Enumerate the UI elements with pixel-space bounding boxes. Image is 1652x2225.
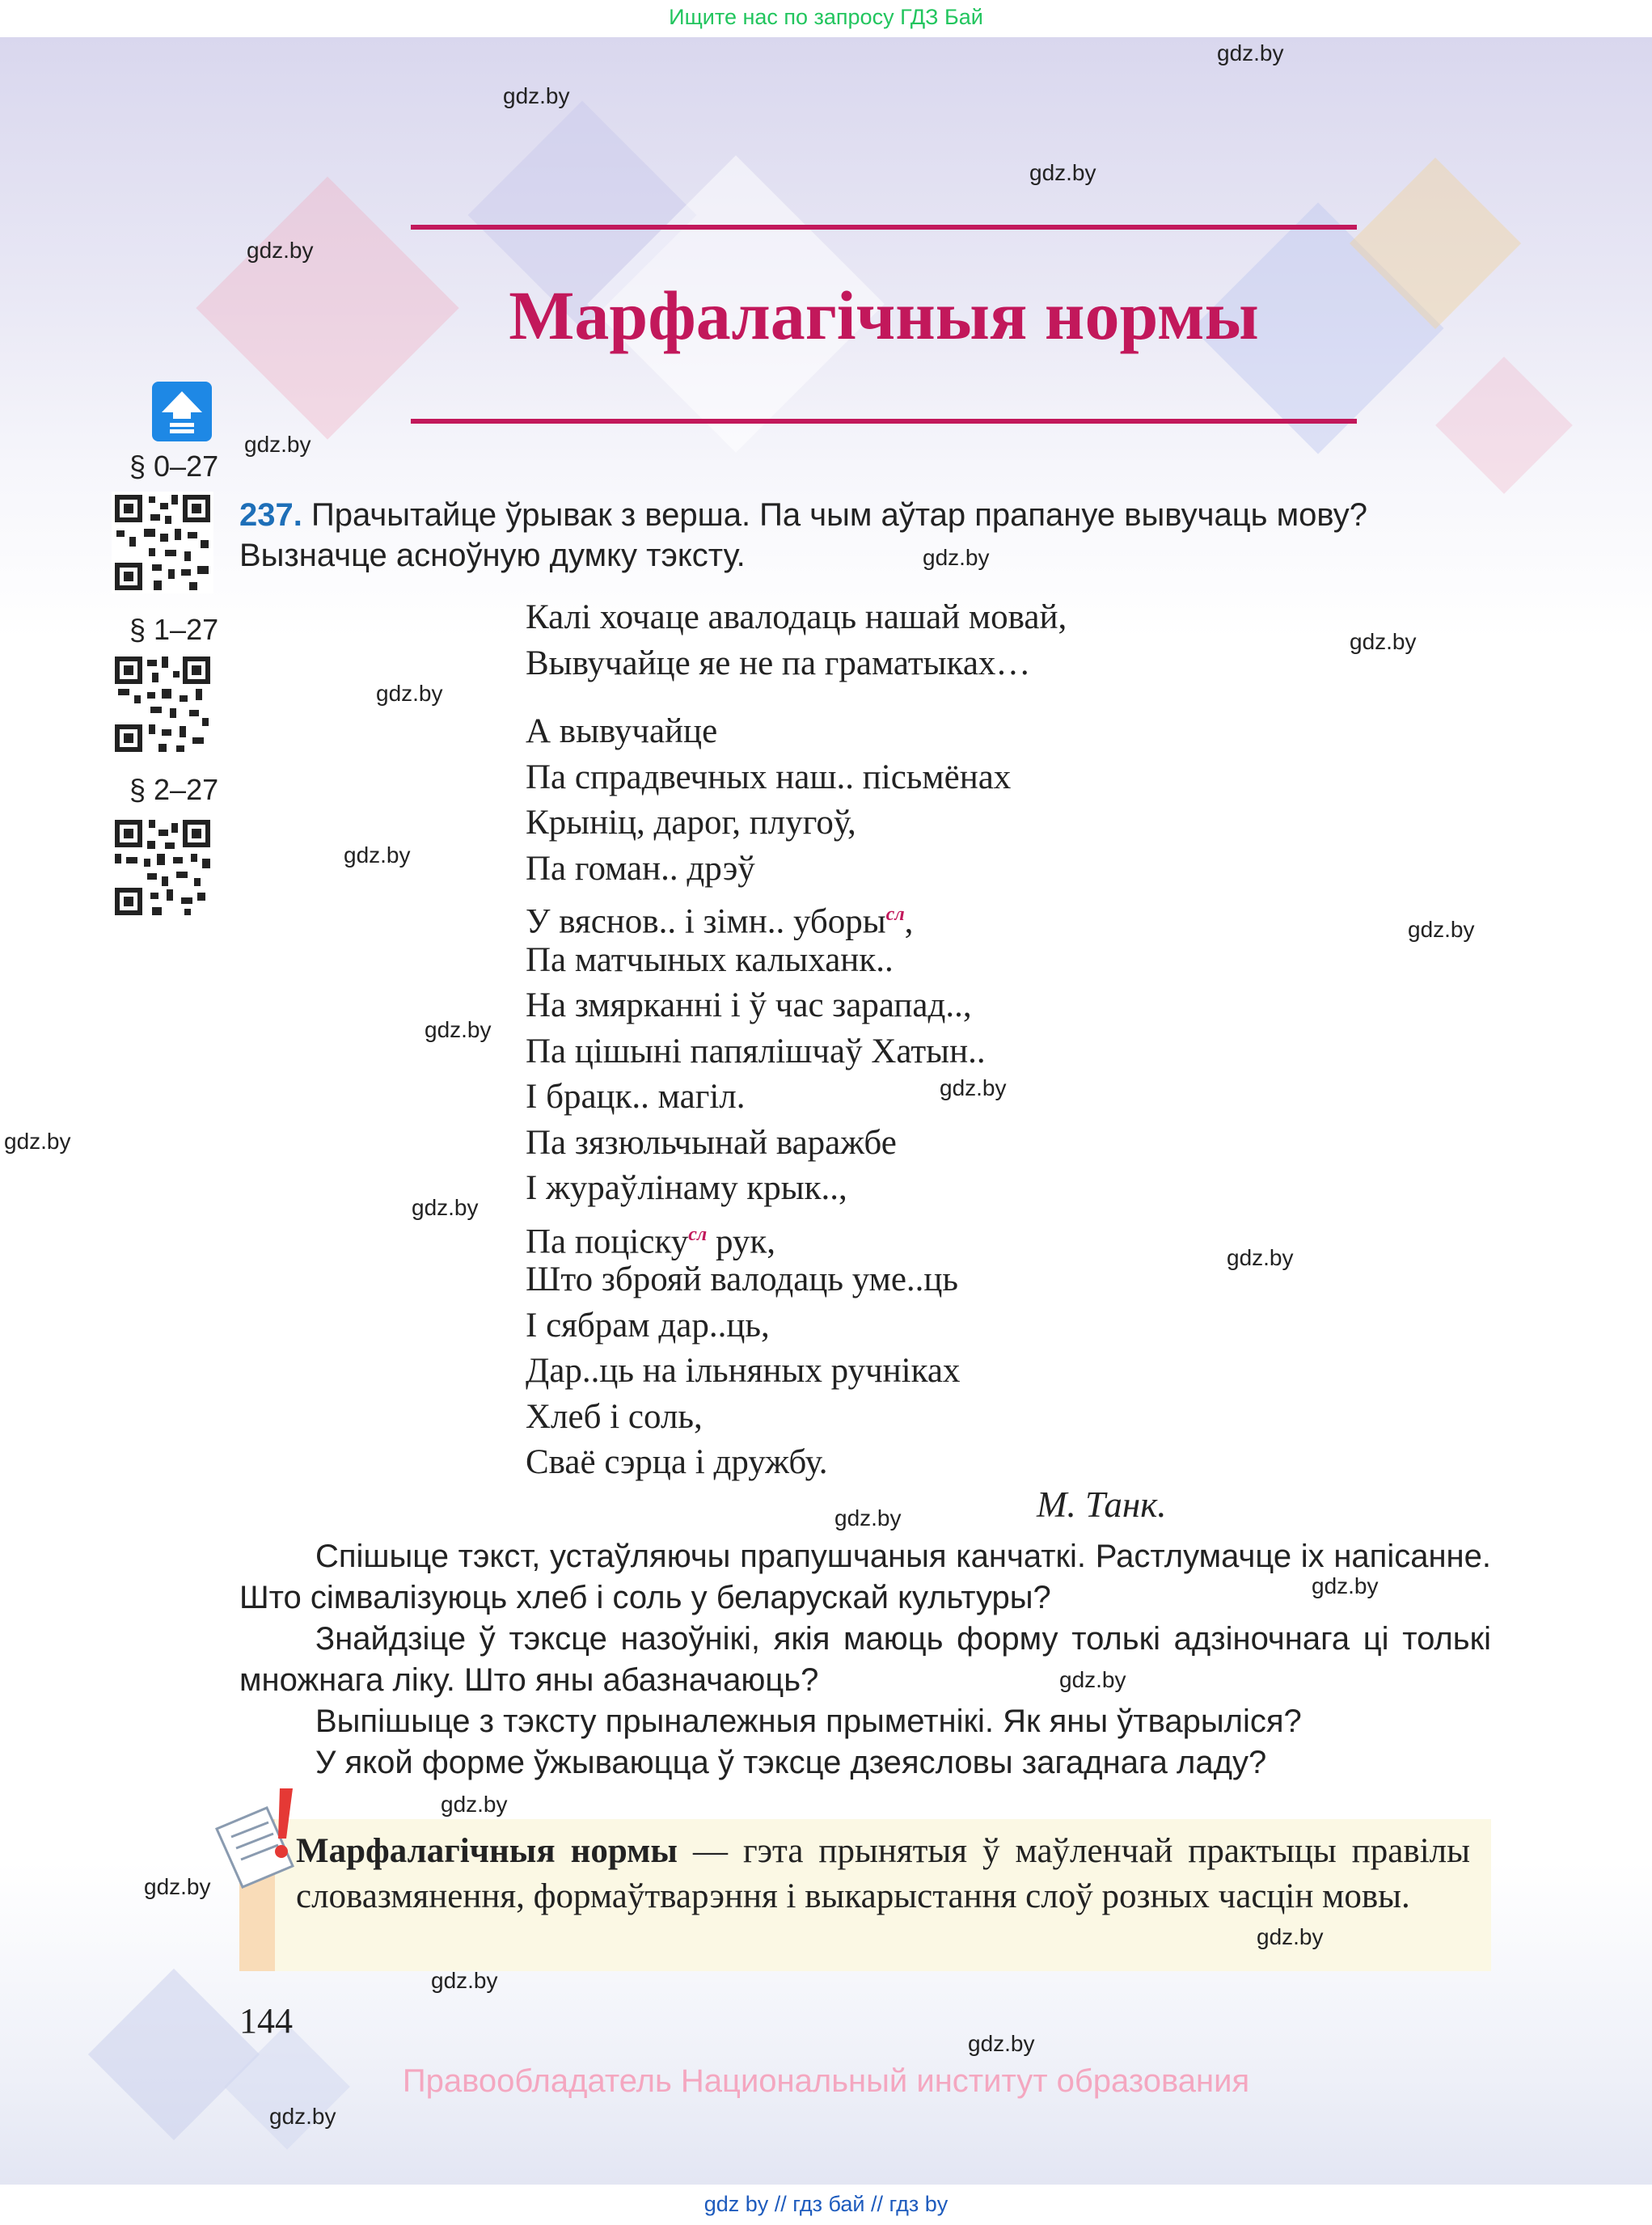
watermark: gdz.by	[1059, 1667, 1126, 1692]
poem-line: Калі хочаце авалодаць нашай мовай,	[526, 598, 1067, 636]
watermark: gdz.by	[1217, 40, 1284, 65]
question: Спішыце тэкст, устаўляючы прапушчаныя канчаткі. Растлумачце іх напісанне. Што сімвалізуюць хлеб і соль у беларускай культуры?	[239, 1539, 1491, 1615]
paragraph-ref-label: § 0–27	[129, 450, 219, 483]
poem-line: І жураўлінаму крык..,	[526, 1169, 847, 1207]
poem-line: І брацк.. магіл.	[526, 1078, 746, 1116]
page-number: 144	[239, 2001, 293, 2041]
watermark: gdz.by	[1029, 160, 1096, 185]
footer-links[interactable]: gdz by // гдз бай // гдз by	[0, 2185, 1652, 2225]
paragraph-ref-label: § 1–27	[129, 613, 219, 646]
watermark: gdz.by	[923, 545, 990, 570]
paragraph-ref-label: § 2–27	[129, 773, 219, 806]
watermark: gdz.by	[247, 238, 314, 263]
title-rule-top	[411, 225, 1357, 230]
poem-line: Па зязюльчынай варажбе	[526, 1123, 897, 1162]
poem-line: На змярканні і ў час зарапад..,	[526, 986, 972, 1024]
poem-line: Крыніц, дарог, плугоў,	[526, 804, 856, 842]
watermark: gdz.by	[834, 1505, 902, 1530]
top-promo-bar: Ищите нас по запросу ГДЗ Бай	[669, 5, 983, 29]
rule-text	[296, 1829, 1470, 1919]
poem-line	[526, 892, 1067, 941]
ornament-diamond	[88, 1969, 260, 2140]
qr-code-icon[interactable]	[112, 817, 213, 918]
poem-line: А вывучайце	[526, 712, 718, 750]
qr-code-icon[interactable]	[112, 492, 213, 593]
exercise-questions	[239, 1536, 1491, 1784]
watermark: gdz.by	[244, 432, 311, 457]
copyright-notice: Правообладатель Национальный институт образования	[402, 2063, 1250, 2099]
poem-line: Вывучайце яе не па граматыках…	[526, 644, 1031, 682]
watermark: gdz.by	[503, 83, 570, 108]
rule-term: Марфалагічныя нормы	[296, 1832, 678, 1870]
question: Знайдзіце ў тэксце назоўнікі, якія маюць форму толькі адзіночнага ці толькі множнага ліку. Што яны абазначаюць?	[239, 1621, 1491, 1698]
watermark: gdz.by	[425, 1017, 492, 1042]
watermark: gdz.by	[441, 1792, 508, 1817]
rule-definition: — гэта прынятыя ў маўленчай практыцы правілы словазмянення, формаўтварэння і выкарыстання слоў розных часцін мовы.	[296, 1832, 1470, 1915]
arrow-up-icon[interactable]	[152, 382, 212, 441]
poem-line: Дар..ць на ільняных ручніках	[526, 1352, 961, 1390]
watermark: gdz.by	[968, 2031, 1035, 2056]
watermark: gdz.by	[412, 1195, 479, 1220]
watermark: gdz.by	[4, 1129, 71, 1154]
watermark: gdz.by	[1312, 1573, 1379, 1598]
stanza-gap	[526, 686, 1067, 709]
watermark: gdz.by	[144, 1874, 211, 1899]
poem-line: Па матчыных калыханк..	[526, 940, 894, 979]
watermark: gdz.by	[1408, 917, 1475, 942]
poem-line: Хлеб і соль,	[526, 1397, 703, 1436]
poem-line-tail: ,	[904, 902, 914, 941]
exercise-task	[239, 495, 1491, 576]
exercise-number: 237.	[239, 497, 302, 533]
poem-line: І сябрам дар..ць,	[526, 1306, 770, 1345]
watermark: gdz.by	[1350, 629, 1417, 654]
vocabulary-marker: сл	[688, 1223, 708, 1245]
poem-line: Па цішыні папялішчаў Хатын..	[526, 1032, 986, 1070]
qr-code-icon[interactable]	[112, 653, 213, 755]
question: У якой форме ўжываюцца ў тэксце дзеясловы загаднага ладу?	[315, 1745, 1267, 1780]
poem	[526, 595, 1067, 1486]
watermark: gdz.by	[376, 681, 443, 706]
vocabulary-marker: сл	[885, 904, 905, 925]
watermark: gdz.by	[1227, 1245, 1294, 1270]
question: Выпішыце з тэксту прыналежныя прыметнікі. Як яны ўтварыліся?	[315, 1704, 1302, 1739]
poem-line: Па гоман.. дрэў	[526, 849, 755, 888]
watermark: gdz.by	[431, 1968, 498, 1993]
watermark: gdz.by	[940, 1075, 1007, 1100]
watermark: gdz.by	[344, 842, 411, 868]
title-rule-bottom	[411, 419, 1357, 424]
poem-line: Па спрадвечных наш.. пісьмёнах	[526, 758, 1012, 796]
poem-line: Што зброяй валодаць уме..ць	[526, 1260, 959, 1298]
watermark: gdz.by	[269, 2104, 336, 2129]
poem-line-tail: рук,	[707, 1222, 776, 1260]
poem-line	[526, 1212, 1067, 1258]
exercise-text: Прачытайце ўрывак з верша. Па чым аўтар прапануе вывучаць мову? Вызначце асноўную думку тэксту.	[239, 497, 1367, 573]
poem-line-text: Па поціску	[526, 1222, 689, 1260]
ornament-diamond	[1435, 357, 1573, 494]
poem-line: Сваё сэрца і дружбу.	[526, 1443, 828, 1481]
poem-author: М. Танк.	[1037, 1484, 1167, 1525]
poem-line-text: У вяснов.. і зімн.. уборы	[526, 902, 886, 941]
page-title: Марфалагічныя нормы	[509, 277, 1259, 354]
watermark: gdz.by	[1257, 1924, 1324, 1949]
